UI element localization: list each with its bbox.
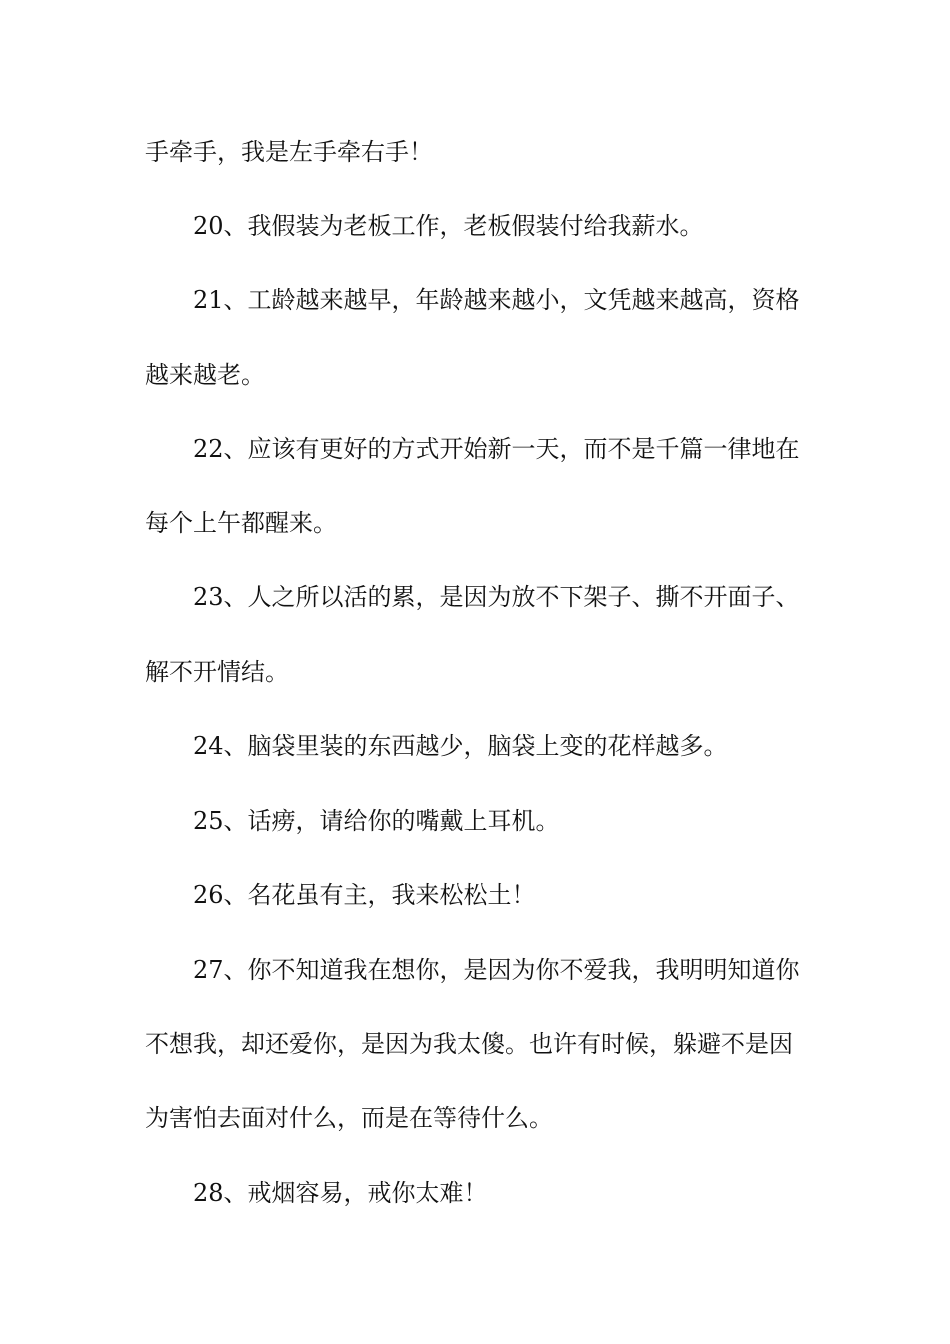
text-line: 解不开情结。 (145, 658, 289, 686)
text-line: 为害怕去面对什么，而是在等待什么。 (145, 1104, 553, 1132)
text-line: 22、应该有更好的方式开始新一天，而不是千篇一律地在 (193, 435, 800, 463)
text-line: 23、人之所以活的累，是因为放不下架子、撕不开面子、 (193, 583, 800, 611)
text-line: 27、你不知道我在想你，是因为你不爱我，我明明知道你 (193, 956, 800, 984)
text-line: 手牵手，我是左手牵右手！ (145, 138, 433, 166)
text-line: 28、戒烟容易，戒你太难！ (193, 1179, 488, 1207)
text-line: 越来越老。 (145, 361, 265, 389)
text-line: 26、名花虽有主，我来松松土！ (193, 881, 536, 909)
text-line: 24、脑袋里装的东西越少，脑袋上变的花样越多。 (193, 732, 728, 760)
text-line: 20、我假装为老板工作，老板假装付给我薪水。 (193, 212, 704, 240)
text-line: 每个上午都醒来。 (145, 509, 337, 537)
text-line: 不想我，却还爱你，是因为我太傻。也许有时候，躲避不是因 (145, 1030, 793, 1058)
text-line: 21、工龄越来越早，年龄越来越小，文凭越来越高，资格 (193, 286, 800, 314)
text-line: 25、话痨，请给你的嘴戴上耳机。 (193, 807, 560, 835)
